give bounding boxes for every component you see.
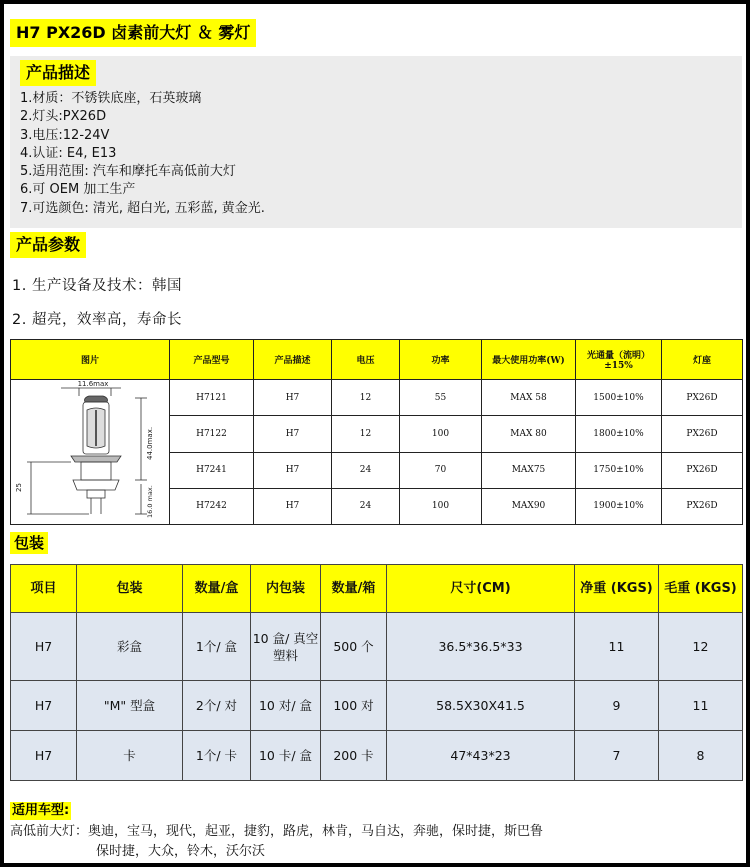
spec-cell: 12 — [332, 380, 400, 416]
spec-cell: H7122 — [170, 416, 254, 452]
spec-header-cell: 最大使用功率(W) — [482, 340, 576, 380]
description-item: 7.可选颜色: 清光, 超白光, 五彩蓝, 黄金光. — [20, 200, 265, 216]
cars-line: 保时捷，大众，铃木，沃尔沃 — [96, 844, 266, 859]
description-item: 1.材质：不锈铁底座，石英玻璃 — [20, 91, 202, 106]
spec-cell: PX26D — [662, 416, 743, 452]
spec-header-cell: 电压 — [332, 340, 400, 380]
packing-cell: 2个/ 对 — [183, 681, 251, 731]
spec-cell: 24 — [332, 488, 400, 524]
packing-cell: 彩盒 — [77, 613, 183, 681]
packing-cell: 卡 — [77, 731, 183, 781]
packing-header-cell: 内包装 — [251, 565, 321, 613]
packing-cell: 12 — [659, 613, 743, 681]
description-item: 5.适用范围: 汽车和摩托车高低前大灯 — [20, 164, 236, 180]
table-row — [11, 613, 743, 681]
description-list — [20, 90, 265, 218]
spec-cell: 100 — [400, 488, 482, 524]
bulb-drawing — [11, 380, 168, 524]
spec-cell: H7121 — [170, 380, 254, 416]
packing-cell: 9 — [575, 681, 659, 731]
spec-header-cell: 功率 — [400, 340, 482, 380]
packing-cell: 1个/ 卡 — [183, 731, 251, 781]
packing-header-cell: 包装 — [77, 565, 183, 613]
spec-cell: 24 — [332, 452, 400, 488]
spec-header-cell: 产品型号 — [170, 340, 254, 380]
packing-cell: 47*43*23 — [387, 731, 575, 781]
packing-cell: H7 — [11, 613, 77, 681]
spec-header-cell: 产品描述 — [254, 340, 332, 380]
packing-cell: H7 — [11, 731, 77, 781]
spec-cell: 1500±10% — [576, 380, 662, 416]
packing-cell: 58.5X30X41.5 — [387, 681, 575, 731]
feature-item: 2. 超亮，效率高，寿命长 — [12, 312, 182, 328]
packing-header-cell: 净重 (KGS) — [575, 565, 659, 613]
description-item: 2.灯头:PX26D — [20, 109, 107, 125]
packing-cell: 11 — [659, 681, 743, 731]
packing-cell: 200 卡 — [321, 731, 387, 781]
packing-header-cell: 毛重 (KGS) — [659, 565, 743, 613]
packing-cell: 11 — [575, 613, 659, 681]
packing-header-cell: 项目 — [11, 565, 77, 613]
spec-cell: PX26D — [662, 488, 743, 524]
spec-cell: 1800±10% — [576, 416, 662, 452]
spec-cell: H7 — [254, 488, 332, 524]
dim-base-label: 16.0 max. — [146, 485, 154, 518]
packing-heading: 包装 — [10, 532, 48, 554]
product-sheet — [4, 4, 746, 863]
dim-height-label: 44.0max. — [146, 426, 154, 460]
cars-heading: 适用车型: — [12, 803, 70, 818]
table-row — [11, 681, 743, 731]
spec-cell: PX26D — [662, 452, 743, 488]
packing-cell: 36.5*36.5*33 — [387, 613, 575, 681]
spec-header-cell: 灯座 — [662, 340, 743, 380]
packing-cell: 10 对/ 盒 — [251, 681, 321, 731]
spec-cell: H7 — [254, 380, 332, 416]
packing-header-cell: 数量/箱 — [321, 565, 387, 613]
spec-cell: 1900±10% — [576, 488, 662, 524]
spec-cell: 1750±10% — [576, 452, 662, 488]
params-heading: 产品参数 — [10, 232, 86, 258]
spec-cell: 12 — [332, 416, 400, 452]
cars-list — [10, 822, 543, 862]
packing-cell: 8 — [659, 731, 743, 781]
dim-width-label: 11.6max — [77, 380, 109, 388]
spec-header-row — [11, 340, 743, 380]
spec-header-cell: 光通量（流明）±15% — [576, 340, 662, 380]
feature-item: 1. 生产设备及技术：韩国 — [12, 278, 182, 294]
packing-cell: 500 个 — [321, 613, 387, 681]
packing-cell: 10 卡/ 盒 — [251, 731, 321, 781]
bulb-drawing-cell — [11, 380, 170, 525]
spec-cell: H7 — [254, 452, 332, 488]
packing-cell: 1个/ 盒 — [183, 613, 251, 681]
table-row — [11, 380, 743, 416]
spec-cell: MAX75 — [482, 452, 576, 488]
packing-cell: 100 对 — [321, 681, 387, 731]
spec-cell: H7 — [254, 416, 332, 452]
description-item: 3.电压:12-24V — [20, 127, 110, 143]
spec-cell: MAX90 — [482, 488, 576, 524]
packing-header-cell: 尺寸(CM) — [387, 565, 575, 613]
packing-header-cell: 数量/盒 — [183, 565, 251, 613]
dim-left-label: 25 — [15, 483, 23, 492]
spec-cell: H7241 — [170, 452, 254, 488]
spec-table — [10, 339, 743, 525]
cars-line: 高低前大灯：奥迪，宝马，现代，起亚，捷豹，路虎，林肯，马自达，奔驰，保时捷，斯巴鲁 — [10, 824, 544, 839]
spec-cell: H7242 — [170, 488, 254, 524]
packing-cell: "M" 型盒 — [77, 681, 183, 731]
packing-cell: 10 盒/ 真空塑料 — [251, 613, 321, 681]
spec-header-cell: 图片 — [11, 340, 170, 380]
spec-cell: MAX 58 — [482, 380, 576, 416]
description-heading: 产品描述 — [20, 60, 96, 86]
packing-header-row — [11, 565, 743, 613]
packing-table — [10, 564, 743, 781]
spec-cell: 55 — [400, 380, 482, 416]
packing-cell: 7 — [575, 731, 659, 781]
spec-cell: MAX 80 — [482, 416, 576, 452]
spec-cell: 100 — [400, 416, 482, 452]
table-row — [11, 731, 743, 781]
description-item: 4.认证: E4, E13 — [20, 145, 117, 161]
description-item: 6.可 OEM 加工生产 — [20, 182, 136, 198]
spec-cell: 70 — [400, 452, 482, 488]
description-section — [10, 56, 742, 228]
spec-cell: PX26D — [662, 380, 743, 416]
packing-cell: H7 — [11, 681, 77, 731]
page-title: H7 PX26D 卤素前大灯 ＆ 雾灯 — [10, 19, 256, 47]
